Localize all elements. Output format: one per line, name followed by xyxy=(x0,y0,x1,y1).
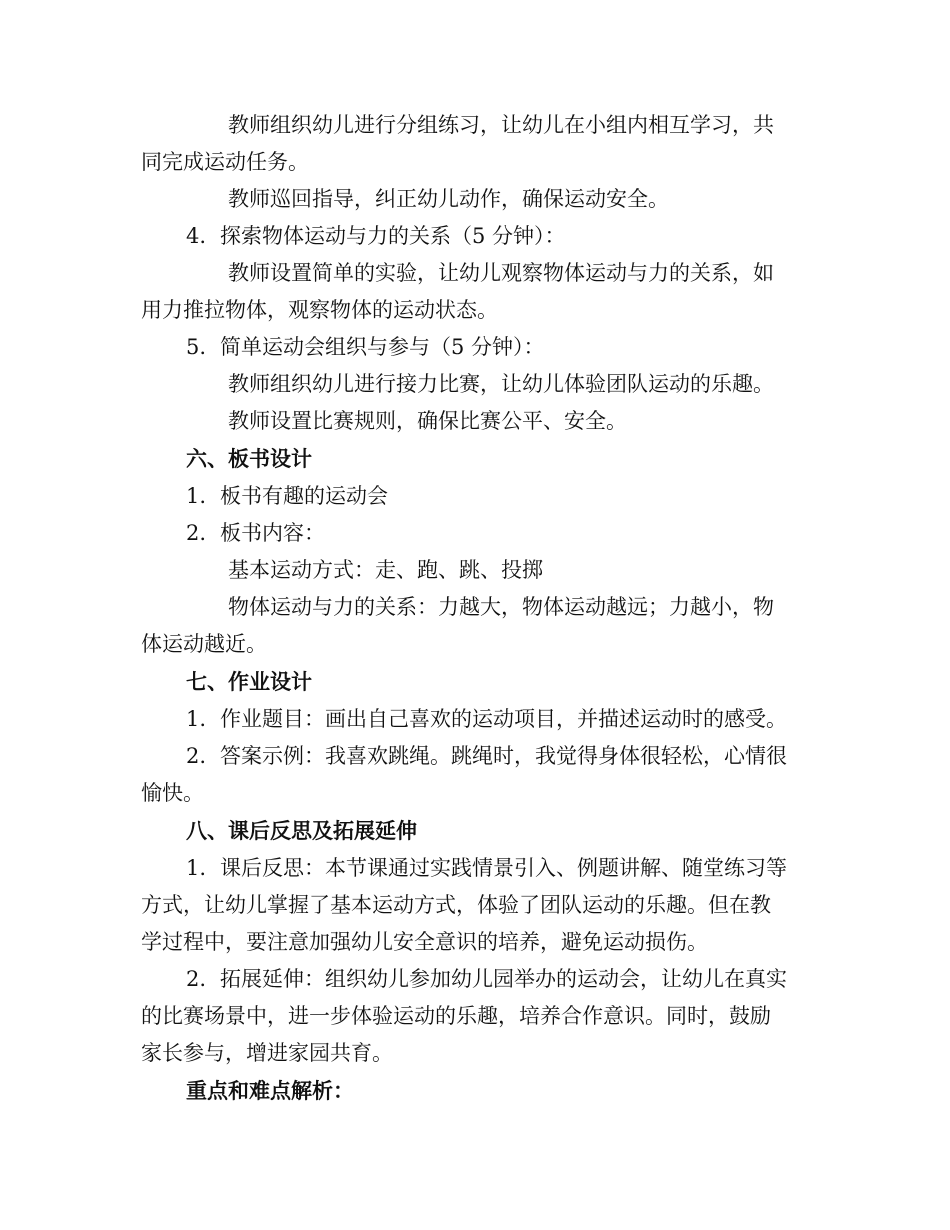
paragraph-line: 学过程中，要注意加强幼儿安全意识的培养，避免运动损伤。 xyxy=(141,930,708,954)
paragraph-line: 物体运动与力的关系：力越大，物体运动越远；力越小，物 xyxy=(228,595,774,619)
list-number: 2. xyxy=(186,967,207,991)
paragraph-line: 教师设置简单的实验，让幼儿观察物体运动与力的关系，如 xyxy=(228,261,774,285)
list-item xyxy=(186,741,787,771)
list-item xyxy=(186,704,787,734)
paragraph-line: 家长参与，增进家园共育。 xyxy=(141,1041,393,1065)
list-item xyxy=(186,964,787,994)
list-item xyxy=(186,518,325,548)
section-heading: 七、作业设计 xyxy=(186,670,312,694)
paragraph-line: 教师组织幼儿进行接力比赛，让幼儿体验团队运动的乐趣。 xyxy=(228,372,774,396)
paragraph-line: 体运动越近。 xyxy=(141,632,267,656)
list-item xyxy=(186,221,566,251)
section-heading: 重点和难点解析： xyxy=(186,1079,354,1103)
paragraph-line: 教师设置比赛规则，确保比赛公平、安全。 xyxy=(228,409,627,433)
section-heading: 六、板书设计 xyxy=(186,447,312,471)
list-item-text: 作业题目：画出自己喜欢的运动项目，并描述运动时的感受。 xyxy=(220,707,787,731)
paragraph-line: 同完成运动任务。 xyxy=(141,150,309,174)
paragraph-line: 用力推拉物体，观察物体的运动状态。 xyxy=(141,298,498,322)
list-number: 4. xyxy=(186,224,207,248)
list-number: 2. xyxy=(186,521,207,545)
list-item-text: 简单运动会组织与参与（5 分钟）： xyxy=(220,335,545,359)
paragraph-line: 愉快。 xyxy=(141,781,204,805)
list-number: 2. xyxy=(186,744,207,768)
list-number: 1. xyxy=(186,707,207,731)
list-item-text: 板书有趣的运动会 xyxy=(220,484,388,508)
list-number: 1. xyxy=(186,484,207,508)
list-item-text: 课后反思：本节课通过实践情景引入、例题讲解、随堂练习等 xyxy=(220,856,787,880)
list-item-text: 答案示例：我喜欢跳绳。跳绳时，我觉得身体很轻松，心情很 xyxy=(220,744,787,768)
list-item-text: 板书内容： xyxy=(220,521,325,545)
list-item xyxy=(186,853,787,883)
list-number: 5. xyxy=(186,335,207,359)
paragraph-line: 教师巡回指导，纠正幼儿动作，确保运动安全。 xyxy=(228,187,669,211)
section-heading: 八、课后反思及拓展延伸 xyxy=(186,819,417,843)
paragraph-line: 的比赛场景中，进一步体验运动的乐趣，培养合作意识。同时，鼓励 xyxy=(141,1004,771,1028)
paragraph-line: 教师组织幼儿进行分组练习，让幼儿在小组内相互学习，共 xyxy=(228,113,774,137)
list-item-text: 探索物体运动与力的关系（5 分钟）： xyxy=(220,224,566,248)
list-item xyxy=(186,332,545,362)
list-number: 1. xyxy=(186,856,207,880)
list-item xyxy=(186,481,388,511)
paragraph-line: 方式，让幼儿掌握了基本运动方式，体验了团队运动的乐趣。但在教 xyxy=(141,893,771,917)
paragraph-line: 基本运动方式：走、跑、跳、投掷 xyxy=(228,558,543,582)
list-item-text: 拓展延伸：组织幼儿参加幼儿园举办的运动会，让幼儿在真实 xyxy=(220,967,787,991)
